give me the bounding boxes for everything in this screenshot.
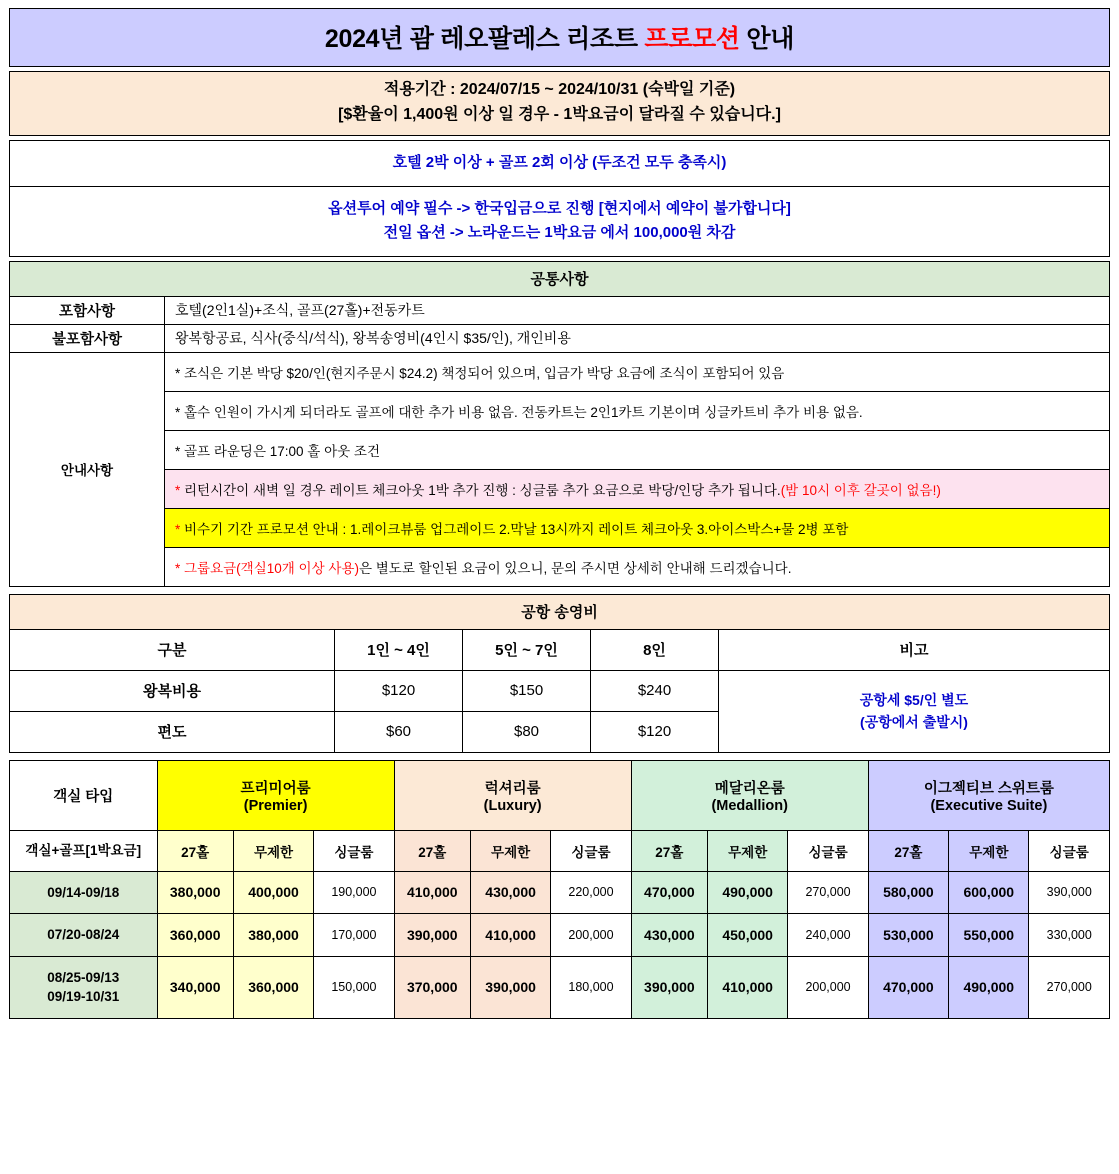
room-rates-table — [9, 760, 1110, 1019]
title-part2: 안내 — [739, 25, 795, 53]
rate-row-1-medallion-27: 430,000 — [631, 914, 707, 957]
room-type-luxury — [394, 760, 631, 830]
sub-premier-single: 싱글룸 — [314, 830, 394, 871]
sub-luxury-single: 싱글룸 — [551, 830, 631, 871]
notice-item-6 — [165, 547, 1110, 586]
condition-row-1: 호텔 2박 이상 + 골프 2회 이상 (두조건 모두 충족시) — [10, 140, 1110, 186]
room-type-premier — [157, 760, 394, 830]
airport-col-2: 5인 ~ 7인 — [463, 629, 591, 670]
period-table — [9, 71, 1110, 136]
notice-5-prefix: * — [175, 521, 185, 537]
room-type-exec-en: (Executive Suite) — [930, 797, 1048, 814]
common-table — [9, 261, 1110, 587]
rate-row-0-date — [10, 871, 158, 914]
rate-row-0-exec-single: 390,000 — [1029, 871, 1110, 914]
rate-row-2-premier-single: 150,000 — [314, 956, 394, 1018]
rate-row-1-exec-unlimited: 550,000 — [949, 914, 1029, 957]
condition-line2: 옵션투어 예약 필수 -> 한국입금으로 진행 [현지에서 예약이 불가합니다] — [328, 199, 791, 217]
rate-row-1-premier-single: 170,000 — [314, 914, 394, 957]
include-value: 호텔(2인1실)+조식, 골프(27홀)+전동카트 — [165, 296, 1110, 324]
rate-row-2-premier-27: 340,000 — [157, 956, 233, 1018]
notice-5-text: 비수기 기간 프로모션 안내 : 1.레이크뷰룸 업그레이드 2.막날 13시까지 레이트 체크아웃 3.아이스박스+물 2병 포함 — [184, 521, 849, 537]
airport-col-1: 1인 ~ 4인 — [335, 629, 463, 670]
rate-row-1-luxury-unlimited: 410,000 — [470, 914, 550, 957]
table-row — [10, 914, 1110, 957]
rate-row-1-medallion-unlimited: 450,000 — [707, 914, 787, 957]
rate-row-0-medallion-single: 270,000 — [788, 871, 868, 914]
rate-row-0-medallion-27: 470,000 — [631, 871, 707, 914]
period-block — [10, 72, 1110, 136]
sub-exec-unlimited: 무제한 — [949, 830, 1029, 871]
airport-row-1-v1: $80 — [463, 711, 591, 752]
notice-item-3: * 골프 라운딩은 17:00 홀 아웃 조건 — [165, 430, 1110, 469]
notice-item-2: * 홀수 인원이 가시게 되더라도 골프에 대한 추가 비용 없음. 전동카트는 2인1카트 기본이며 싱글카트비 추가 비용 없음. — [165, 391, 1110, 430]
room-type-exec-ko: 이그젝티브 스위트룸 — [923, 780, 1054, 797]
rate-row-0-date-line1: 09/14-09/18 — [47, 884, 120, 900]
rate-row-0-luxury-single: 220,000 — [551, 871, 631, 914]
notice-item-4 — [165, 469, 1110, 508]
airport-row-1-v2: $120 — [591, 711, 719, 752]
period-line1: 적용기간 : 2024/07/15 ~ 2024/10/31 (숙박일 기준) — [383, 81, 736, 98]
airport-row-1-v0: $60 — [335, 711, 463, 752]
sub-medallion-27: 27홀 — [631, 830, 707, 871]
airport-col-4: 비고 — [719, 629, 1110, 670]
rates-type-label: 객실 타입 — [10, 760, 158, 830]
rate-row-2-exec-unlimited: 490,000 — [949, 956, 1029, 1018]
rate-row-1-medallion-single: 240,000 — [788, 914, 868, 957]
rate-row-2-date-line2: 09/19-10/31 — [47, 989, 120, 1005]
notice-label: 안내사항 — [10, 352, 165, 586]
room-type-premier-ko: 프리미어룸 — [240, 780, 311, 797]
airport-note-line1: 공항세 $5/인 별도 — [859, 691, 969, 708]
rate-row-1-date — [10, 914, 158, 957]
sub-exec-single: 싱글룸 — [1029, 830, 1110, 871]
rate-row-2-date — [10, 956, 158, 1018]
rate-row-0-premier-unlimited: 400,000 — [233, 871, 313, 914]
rate-row-2-medallion-single: 200,000 — [788, 956, 868, 1018]
rate-row-0-medallion-unlimited: 490,000 — [707, 871, 787, 914]
airport-row-0-v2: $240 — [591, 670, 719, 711]
title-part1: 2024년 괌 레오팔레스 리조트 — [324, 25, 645, 53]
notice-item-5 — [165, 508, 1110, 547]
airport-row-1-label: 편도 — [10, 711, 335, 752]
include-label: 포함사항 — [10, 296, 165, 324]
rate-row-2-luxury-27: 370,000 — [394, 956, 470, 1018]
rate-row-0-luxury-27: 410,000 — [394, 871, 470, 914]
conditions-table — [9, 140, 1110, 257]
room-type-luxury-ko: 럭셔리룸 — [484, 780, 541, 797]
sub-exec-27: 27홀 — [868, 830, 948, 871]
notice-4-suffix: (밤 10시 이후 갈곳이 없음!) — [780, 482, 941, 498]
airport-row-0-v0: $120 — [335, 670, 463, 711]
rate-row-1-premier-27: 360,000 — [157, 914, 233, 957]
rate-row-2-medallion-unlimited: 410,000 — [707, 956, 787, 1018]
sub-luxury-27: 27홀 — [394, 830, 470, 871]
rate-row-2-medallion-27: 390,000 — [631, 956, 707, 1018]
table-row — [10, 871, 1110, 914]
room-type-exec — [868, 760, 1109, 830]
notice-6-text: 은 별도로 할인된 요금이 있으니, 문의 주시면 상세히 안내해 드리겠습니다. — [358, 560, 792, 576]
room-type-medallion-en: (Medallion) — [711, 797, 788, 814]
rate-row-2-exec-single: 270,000 — [1029, 956, 1110, 1018]
period-line2: [$환율이 1,400원 이상 일 경우 - 1박요금이 달라질 수 있습니다.] — [338, 105, 781, 123]
airport-header: 공항 송영비 — [10, 594, 1110, 629]
rate-row-2-luxury-single: 180,000 — [551, 956, 631, 1018]
room-type-medallion — [631, 760, 868, 830]
rate-row-0-premier-single: 190,000 — [314, 871, 394, 914]
title-highlight: 프로모션 — [644, 25, 740, 53]
rate-row-1-exec-27: 530,000 — [868, 914, 948, 957]
airport-row-0-v1: $150 — [463, 670, 591, 711]
sub-medallion-single: 싱글룸 — [788, 830, 868, 871]
sub-premier-unlimited: 무제한 — [233, 830, 313, 871]
rate-row-2-exec-27: 470,000 — [868, 956, 948, 1018]
notice-item-1: * 조식은 기본 박당 $20/인(현지주문시 $24.2) 책정되어 있으며, 입금가 박당 요금에 조식이 포함되어 있음 — [165, 352, 1110, 391]
sub-medallion-unlimited: 무제한 — [707, 830, 787, 871]
exclude-value: 왕복항공료, 식사(중식/석식), 왕복송영비(4인시 $35/인), 개인비용 — [165, 324, 1110, 352]
sub-premier-27: 27홀 — [157, 830, 233, 871]
condition-row-2 — [10, 186, 1110, 256]
notice-4-prefix: * — [175, 482, 185, 498]
airport-note-line2: (공항에서 출발시) — [860, 714, 968, 731]
airport-col-3: 8인 — [591, 629, 719, 670]
rate-row-1-luxury-single: 200,000 — [551, 914, 631, 957]
rates-sub-label: 객실+골프[1박요금] — [10, 830, 158, 871]
room-type-medallion-ko: 메달리온룸 — [714, 780, 785, 797]
rate-row-0-premier-27: 380,000 — [157, 871, 233, 914]
rate-row-0-exec-unlimited: 600,000 — [949, 871, 1029, 914]
rate-row-0-exec-27: 580,000 — [868, 871, 948, 914]
rate-row-1-luxury-27: 390,000 — [394, 914, 470, 957]
title-table — [9, 8, 1110, 67]
notice-6-prefix: * 그룹요금(객실10개 이상 사용) — [175, 560, 359, 576]
airport-row-0-label: 왕복비용 — [10, 670, 335, 711]
table-row — [10, 956, 1110, 1018]
rate-row-1-premier-unlimited: 380,000 — [233, 914, 313, 957]
rate-row-2-luxury-unlimited: 390,000 — [470, 956, 550, 1018]
exclude-label: 불포함사항 — [10, 324, 165, 352]
sub-luxury-unlimited: 무제한 — [470, 830, 550, 871]
rate-row-2-premier-unlimited: 360,000 — [233, 956, 313, 1018]
rate-row-1-exec-single: 330,000 — [1029, 914, 1110, 957]
condition-line3: 전일 옵션 -> 노라운드는 1박요금 에서 100,000원 차감 — [383, 223, 736, 241]
airport-fee-table — [9, 594, 1110, 753]
room-type-premier-en: (Premier) — [243, 797, 308, 814]
room-type-luxury-en: (Luxury) — [483, 797, 542, 814]
airport-note — [719, 670, 1110, 752]
page-title — [10, 9, 1110, 67]
notice-4-text: 리턴시간이 새벽 일 경우 레이트 체크아웃 1박 추가 진행 : 싱글룸 추가 요금으로 박당/인당 추가 됩니다. — [184, 482, 781, 498]
rate-row-2-date-line1: 08/25-09/13 — [47, 969, 120, 985]
rate-row-0-luxury-unlimited: 430,000 — [470, 871, 550, 914]
common-header: 공통사항 — [10, 261, 1110, 296]
rate-row-1-date-line1: 07/20-08/24 — [47, 927, 120, 943]
airport-col-0: 구분 — [10, 629, 335, 670]
